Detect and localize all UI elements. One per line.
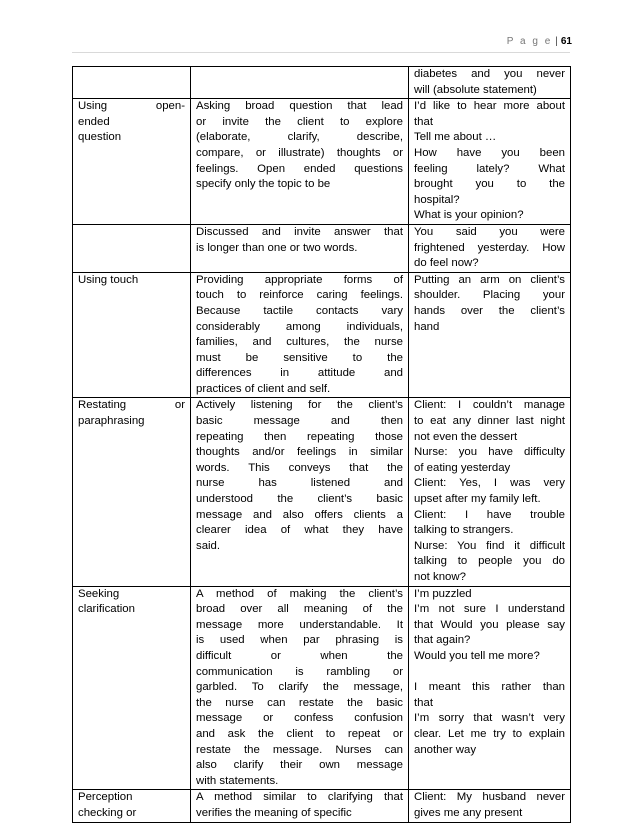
description-line: difficult or when the	[196, 649, 403, 662]
example-item	[414, 539, 565, 586]
example-line: You said you were	[414, 225, 565, 238]
technique-cell	[73, 790, 191, 822]
example-line: I’m not sure I understand	[414, 603, 565, 616]
example-line: hospital?	[414, 193, 460, 206]
description-line: repeating then repeating those	[196, 430, 403, 443]
example-line: I’d like to hear more about	[414, 100, 565, 113]
table-row	[73, 67, 571, 99]
table-row	[73, 272, 571, 398]
description-line: garbled. To clarify the message,	[196, 681, 403, 694]
examples-cell	[409, 67, 571, 99]
example-line: that Would you please say	[414, 618, 565, 631]
example-item	[414, 445, 565, 476]
example-line: Tell me about …	[414, 131, 497, 144]
description-line: understood the client’s basic	[196, 493, 403, 506]
example-item	[414, 790, 565, 821]
description-line: practices of client and self.	[196, 382, 331, 395]
example-line: hand	[414, 320, 440, 333]
technique-line: paraphrasing	[78, 415, 145, 428]
technique-cell	[73, 224, 191, 272]
example-line: I’m puzzled	[414, 587, 472, 600]
technique-cell	[73, 586, 191, 790]
example-line: brought you to the	[414, 178, 565, 191]
description-line: is used when par phrasing is	[196, 634, 403, 647]
description-line: message and also offers clients a	[196, 508, 403, 521]
example-line: to eat any dinner last night	[414, 415, 565, 428]
example-line: talking to people you do	[414, 555, 565, 568]
examples-cell	[409, 790, 571, 822]
technique-line: Using touch	[78, 273, 139, 286]
table-row	[73, 586, 571, 790]
description-line: A method of making the client’s	[196, 587, 403, 600]
example-item	[414, 711, 565, 758]
description-cell	[191, 398, 409, 586]
example-item	[414, 67, 565, 98]
description-line: words. This conveys that the	[196, 461, 403, 474]
description-line: thoughts and/or feelings in similar	[196, 446, 403, 459]
description-cell	[191, 586, 409, 790]
description-line: message more understandable. It	[196, 618, 403, 631]
description-line: with statements.	[196, 774, 279, 787]
example-line: diabetes and you never	[414, 68, 565, 80]
example-line: that	[414, 696, 433, 709]
example-line: Putting an arm on client’s	[414, 273, 565, 286]
description-line: touch to reinforce caring feelings.	[196, 289, 403, 302]
example-line: that again?	[414, 634, 471, 647]
example-line: What is your opinion?	[414, 209, 524, 222]
description-line: restate the message. Nurses can	[196, 743, 403, 756]
example-item	[414, 99, 565, 130]
page-header	[507, 36, 572, 47]
table-row	[73, 99, 571, 225]
example-line: shoulder. Placing your	[414, 289, 565, 302]
header-divider	[72, 52, 570, 53]
examples-cell	[409, 586, 571, 790]
example-item	[414, 225, 565, 272]
example-line: I meant this rather than	[414, 681, 565, 694]
description-line: must be sensitive to the	[196, 351, 403, 364]
description-line: specify only the topic to be	[196, 178, 331, 191]
technique-line: Perception	[78, 791, 133, 804]
description-line: families, and cultures, the nurse	[196, 336, 403, 349]
examples-cell	[409, 398, 571, 586]
example-line: hands over the client’s	[414, 304, 565, 317]
description-line: Providing appropriate forms of	[196, 273, 403, 286]
description-line: or invite the client to explore	[196, 115, 403, 128]
example-line: clear. Let me try to explain	[414, 727, 565, 740]
description-cell	[191, 99, 409, 225]
example-line: upset after my family left.	[414, 493, 541, 506]
description-line: broad over all meaning of the	[196, 603, 403, 616]
table-row	[73, 224, 571, 272]
example-line: will (absolute statement)	[414, 83, 537, 96]
description-line: A method similar to clarifying that	[196, 791, 403, 804]
technique-line: Using open-	[78, 100, 185, 113]
example-line: not know?	[414, 571, 466, 583]
examples-cell	[409, 99, 571, 225]
description-line: nurse has listened and	[196, 477, 403, 490]
blank-line	[414, 665, 565, 681]
technique-cell	[73, 99, 191, 225]
technique-line: clarification	[78, 603, 135, 616]
description-line: said.	[196, 539, 221, 552]
example-line: Nurse: you have difficulty	[414, 446, 565, 459]
description-line: Actively listening for the client’s	[196, 399, 403, 412]
table-body	[73, 67, 571, 823]
technique-cell	[73, 398, 191, 586]
example-item	[414, 508, 565, 539]
example-line: feeling lately? What	[414, 162, 565, 175]
example-item	[414, 649, 565, 665]
example-line: that	[414, 115, 433, 128]
example-line: How have you been	[414, 146, 565, 159]
description-cell	[191, 224, 409, 272]
description-line: verifies the meaning of specific	[196, 806, 352, 819]
table-row	[73, 398, 571, 586]
technique-line: checking or	[78, 806, 137, 819]
description-cell	[191, 67, 409, 99]
description-line: (elaborate, clarify, describe,	[196, 131, 403, 144]
description-line: compare, or illustrate) thoughts or	[196, 146, 403, 159]
description-line: basic message and then	[196, 415, 403, 428]
description-line: differences in attitude and	[196, 367, 403, 380]
examples-cell	[409, 272, 571, 398]
page-label: P a g e	[506, 36, 553, 47]
example-item	[414, 146, 565, 208]
page-separator: |	[555, 36, 558, 47]
example-item	[414, 398, 565, 445]
description-line: Asking broad question that lead	[196, 100, 403, 113]
technique-line: ended	[78, 115, 110, 128]
example-item	[414, 208, 565, 224]
example-line: talking to strangers.	[414, 524, 514, 537]
example-item	[414, 602, 565, 649]
page-number: 61	[560, 36, 572, 47]
technique-line: Seeking	[78, 587, 120, 600]
example-line: frightened yesterday. How	[414, 241, 565, 254]
technique-cell	[73, 272, 191, 398]
example-line: Would you tell me more?	[414, 649, 540, 662]
description-cell	[191, 272, 409, 398]
description-line: message or confess confusion	[196, 712, 403, 725]
example-line: do feel now?	[414, 257, 479, 270]
example-line: not even the dessert	[414, 430, 518, 443]
example-line: Client: Yes, I was very	[414, 477, 565, 490]
example-item	[414, 476, 565, 507]
description-line: clearer idea of what they have	[196, 524, 403, 537]
example-line: Client: I couldn’t manage	[414, 399, 565, 412]
description-line: communication is rambling or	[196, 665, 403, 678]
technique-cell	[73, 67, 191, 99]
table-row	[73, 790, 571, 822]
example-line: Client: My husband never	[414, 791, 565, 804]
example-line: I’m sorry that wasn’t very	[414, 712, 565, 725]
example-item	[414, 130, 565, 146]
example-line: Client: I have trouble	[414, 508, 565, 521]
description-line: also clarify their own message	[196, 759, 403, 772]
description-line: Because tactile contacts vary	[196, 304, 403, 317]
example-item	[414, 587, 565, 603]
communication-techniques-table	[72, 66, 571, 823]
examples-cell	[409, 224, 571, 272]
description-line: is longer than one or two words.	[196, 241, 358, 254]
description-line: feelings. Open ended questions	[196, 162, 403, 175]
description-line: Discussed and invite answer that	[196, 225, 403, 238]
example-line: another way	[414, 743, 477, 756]
technique-line: Restating or	[78, 399, 185, 412]
example-line: gives me any present	[414, 806, 523, 819]
description-line: considerably among individuals,	[196, 320, 403, 333]
technique-line: question	[78, 131, 122, 144]
example-line: of eating yesterday	[414, 461, 511, 474]
description-cell	[191, 790, 409, 822]
example-item	[414, 680, 565, 711]
description-line: the nurse can restate the basic	[196, 696, 403, 709]
example-line: Nurse: You find it difficult	[414, 539, 565, 552]
example-item	[414, 273, 565, 335]
description-line: and ask the client to repeat or	[196, 727, 403, 740]
